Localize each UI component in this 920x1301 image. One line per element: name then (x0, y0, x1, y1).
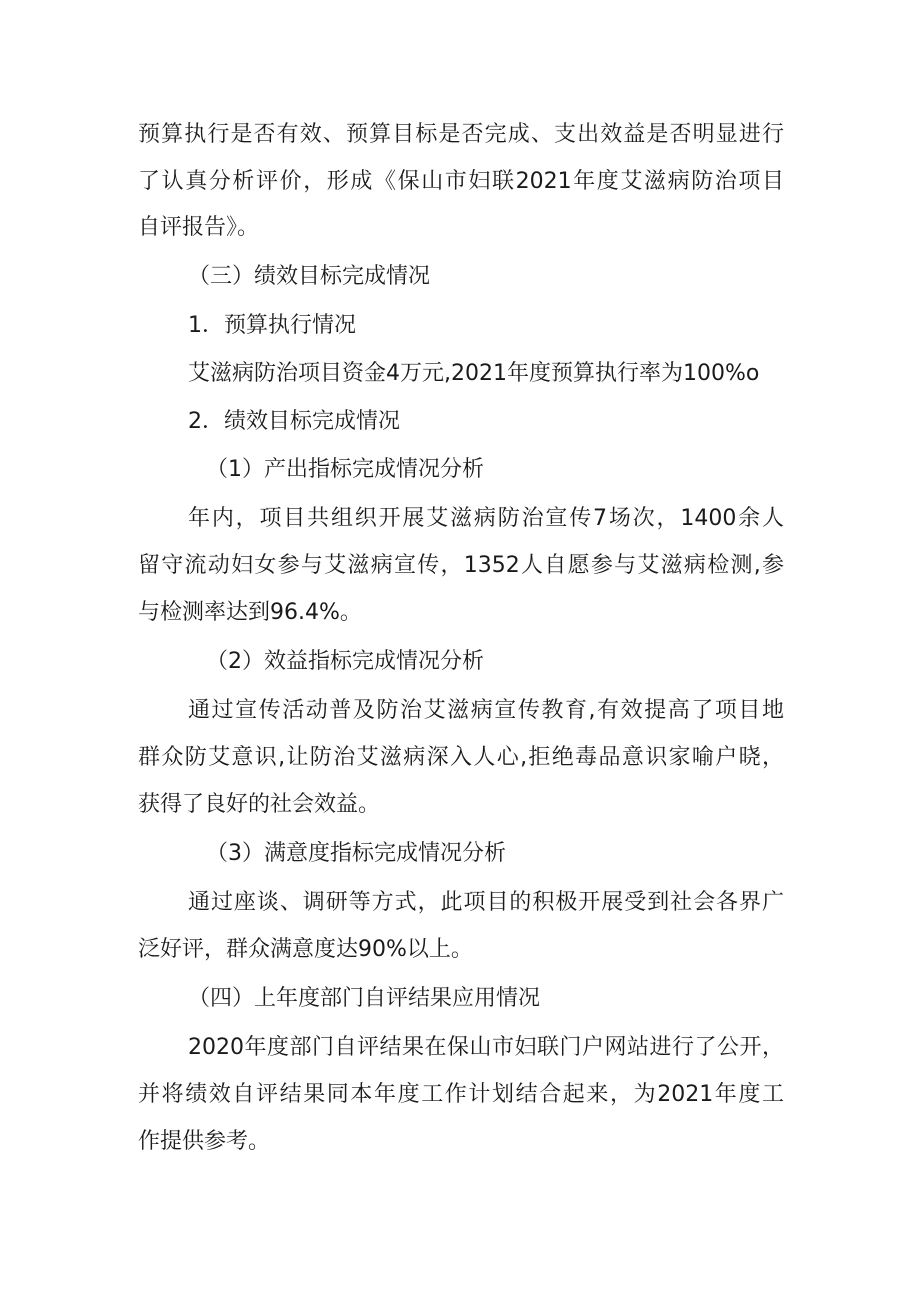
subheading-goals: 2．绩效目标完成情况 (188, 409, 400, 434)
output-line-1: 年内，项目共组织开展艾滋病防治宣传7场次，1400余人 (188, 506, 784, 531)
results-line-3: 作提供参考。 (138, 1129, 271, 1154)
paragraph-line-2: 了认真分析评价，形成《保山市妇联2021年度艾滋病防治项目 (138, 169, 784, 194)
benefit-line-2: 群众防艾意识,让防治艾滋病深入人心,拒绝毒品意识家喻户晓， (138, 745, 784, 770)
paragraph-line-1: 预算执行是否有效、预算目标是否完成、支出效益是否明显进行 (138, 122, 784, 147)
satisfaction-line-1: 通过座谈、调研等方式，此项目的积极开展受到社会各界广 (188, 890, 784, 915)
output-line-2: 留守流动妇女参与艾滋病宣传，1352人自愿参与艾滋病检测,参 (138, 553, 784, 578)
paragraph-line-3: 自评报告》。 (138, 215, 260, 240)
satisfaction-line-2: 泛好评，群众满意度达90%以上。 (138, 937, 473, 962)
results-line-1: 2020年度部门自评结果在保山市妇联门户网站进行了公开， (188, 1035, 784, 1060)
subheading-budget: 1．预算执行情况 (188, 313, 356, 338)
section-heading-3: （三）绩效目标完成情况 (188, 264, 431, 289)
benefit-line-1: 通过宣传活动普及防治艾滋病宣传教育,有效提高了项目地 (188, 698, 784, 723)
benefit-line-3: 获得了良好的社会效益。 (138, 792, 381, 817)
subheading-satisfaction: （3）满意度指标完成情况分析 (206, 841, 506, 866)
section-heading-4: （四）上年度部门自评结果应用情况 (188, 986, 541, 1011)
results-line-2: 并将绩效自评结果同本年度工作计划结合起来，为2021年度工 (138, 1082, 784, 1107)
output-line-3: 与检测率达到96.4%。 (138, 600, 362, 625)
budget-text: 艾滋病防治项目资金4万元,2021年度预算执行率为100%o (188, 361, 760, 386)
subheading-benefit: （2）效益指标完成情况分析 (206, 649, 484, 674)
subheading-output: （1）产出指标完成情况分析 (206, 457, 484, 482)
